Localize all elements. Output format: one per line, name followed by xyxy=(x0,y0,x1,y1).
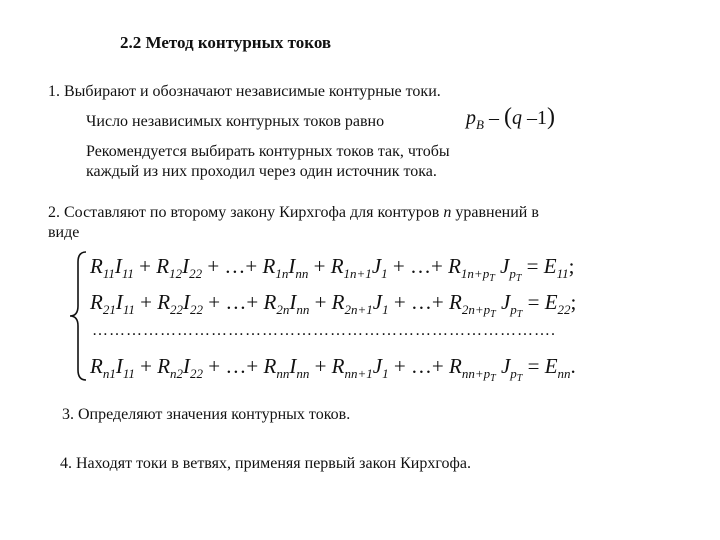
formula-close-paren: ) xyxy=(546,104,555,130)
formula-minus2: – xyxy=(526,107,537,129)
formula-p-sub: B xyxy=(476,117,484,132)
loop-count-formula xyxy=(466,104,555,133)
equation-row-2: $R_{21}I_{11} + R_{22}I_{22}$ + …+ $R_{2n}I_{nn} + R_{2n+1}J_1$ + …+ $R_{2n+p_T}$ $J_{p_T} = E_{22}$; xyxy=(90,290,577,320)
formula-q: q xyxy=(511,107,522,129)
system-brace-icon xyxy=(66,250,90,382)
step-2-text-a: 2. Составляют по второму закону Кирхгофа для контуров xyxy=(48,204,444,221)
equation-row-3: $R_{n1}I_{11} + R_{n2}I_{22}$ + …+ $R_{nn}I_{nn} + R_{nn+1}J_1$ + …+ $R_{nn+p_T}$ $J_{p_T} = E_{nn}$. xyxy=(90,354,576,384)
step-4: 4. Находят токи в ветвях, применяя первый закон Кирхгофа. xyxy=(60,455,471,472)
formula-one: 1 xyxy=(536,107,547,129)
step-2-line1 xyxy=(48,204,539,222)
section-heading: 2.2 Метод контурных токов xyxy=(120,33,332,52)
step-2-text-b: уравнений в xyxy=(451,204,539,221)
step-3: 3. Определяют значения контурных токов. xyxy=(62,406,351,423)
formula-minus: – xyxy=(488,107,499,129)
equation-row-1: $R_{11}I_{11} + R_{12}I_{22}$ + …+ $R_{1n}I_{nn} + R_{1n+1}J_1$ + …+ $R_{1n+p_T}$ $J_{p_T} = E_{11}$; xyxy=(90,254,575,284)
note-recommend-line1: Рекомендуется выбирать контурных токов так, чтобы xyxy=(86,143,450,160)
step-2-var-n: n xyxy=(443,204,452,221)
step-2-line2: виде xyxy=(48,224,80,241)
formula-p: p xyxy=(466,107,476,129)
formula-open-paren: ( xyxy=(503,104,512,130)
step-1: 1. Выбирают и обозначают независимые контурные токи. xyxy=(48,83,441,100)
equation-dots-row: ………………………………………………………………………. xyxy=(92,322,556,339)
note-count-text: Число независимых контурных токов равно xyxy=(86,113,385,130)
note-recommend-line2: каждый из них проходил через один источник тока. xyxy=(86,163,437,180)
